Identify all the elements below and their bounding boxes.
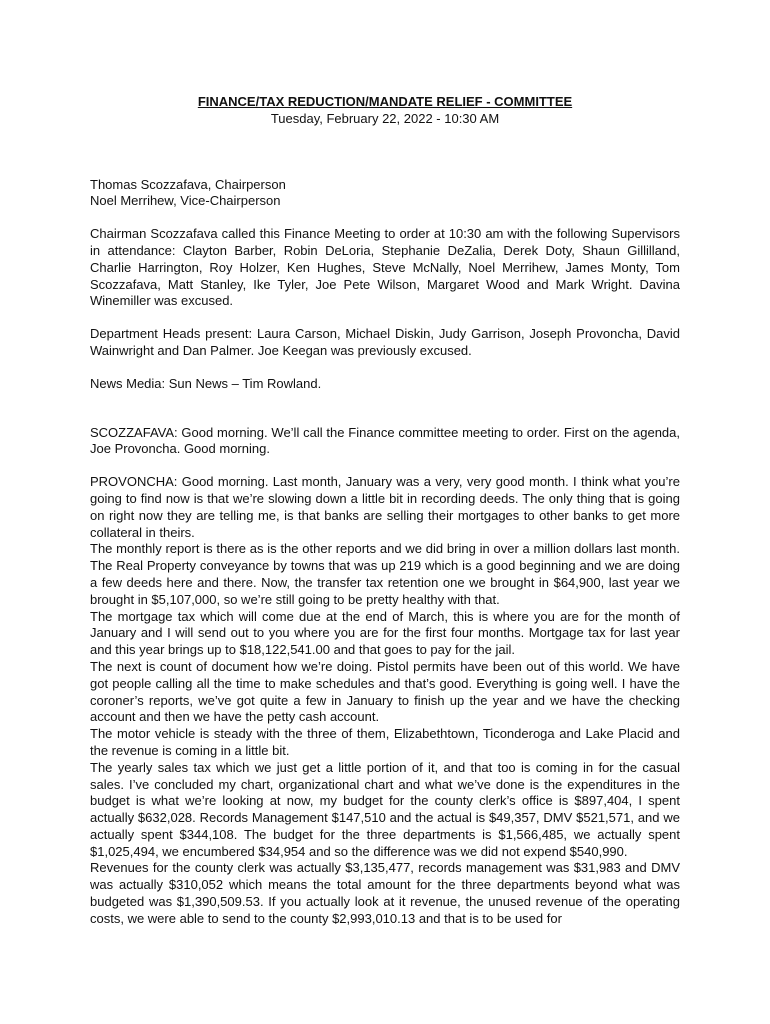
transcript-paragraph: The mortgage tax which will come due at the end of March, this is where you are for the month of January and I will send out to you where you are for the first four months. Mortgage tax for last year and this year brings up to $18,122,541.00 and that goes to pay for the jail. <box>90 608 680 658</box>
transcript-paragraph: The monthly report is there as is the other reports and we did bring in over a million dollars last month. The Real Property conveyance by towns that was up 219 which is a good beginning and we are doing a few deeds here and there. Now, the transfer tax retention one we brought in $64,900, last year we brought in $5,107,000, so we’re still going to be pretty healthy with that. <box>90 541 680 607</box>
transcript-paragraph: Revenues for the county clerk was actually $3,135,477, records management was $31,983 and DMV was actually $310,052 which means the total amount for the three departments beyond what was budgeted was $1,390,509.53. If you actually look at it revenue, the unused revenue of the operating costs, we were able to send to the county $2,993,010.13 and that is to be used for <box>90 860 680 926</box>
department-heads-paragraph: Department Heads present: Laura Carson, Michael Diskin, Judy Garrison, Joseph Provoncha, David Wainwright and Dan Palmer. Joe Keegan was previously excused. <box>90 326 680 358</box>
page-title: FINANCE/TAX REDUCTION/MANDATE RELIEF - COMMITTEE <box>197 94 573 109</box>
transcript-paragraph: PROVONCHA: Good morning. Last month, January was a very, very good month. I think what you’re going to find now is that we’re slowing down a little bit in recording deeds. The only thing that is going on right now they are telling me, is that banks are selling their mortgages to other banks to get more collateral in theirs. <box>90 474 680 540</box>
meeting-date: Tuesday, February 22, 2022 - 10:30 AM <box>270 110 500 126</box>
transcript-opening: SCOZZAFAVA: Good morning. We’ll call the Finance committee meeting to order. First on the agenda, Joe Provoncha. Good morning. <box>90 424 680 457</box>
officers-block <box>90 177 680 211</box>
document-body <box>90 94 680 928</box>
vice-chairperson: Noel Merrihew, Vice-Chairperson <box>90 193 281 209</box>
transcript-paragraph: The next is count of document how we’re doing. Pistol permits have been out of this world. We have got people calling all the time to make schedules and that’s good. Everything is going well. I have the coroner’s reports, we’ve got quite a few in January to finish up the year and we have the checking account and then we have the petty cash account. <box>90 658 680 725</box>
chairperson: Thomas Scozzafava, Chairperson <box>90 176 286 192</box>
news-media-paragraph: News Media: Sun News – Tim Rowland. <box>90 375 322 391</box>
attendance-paragraph: Chairman Scozzafava called this Finance Meeting to order at 10:30 am with the following Supervisors in attendance: Clayton Barber, Robin DeLoria, Stephanie DeZalia, Derek Doty, Shaun Gillilland, Charlie Harrington, Roy Holzer, Ken Hughes, Steve McNally, Noel Merrihew, James Monty, Tom Scozzafava, Matt Stanley, Ike Tyler, Joe Pete Wilson, Margaret Wood and Mark Wright. Davina Winemiller was excused. <box>90 226 680 309</box>
transcript-paragraph: The motor vehicle is steady with the three of them, Elizabethtown, Ticonderoga and Lake Placid and the revenue is coming in a little bit. <box>90 726 680 758</box>
transcript-paragraph: The yearly sales tax which we just get a little portion of it, and that too is coming in for the casual sales. I’ve concluded my chart, organizational chart and what we’ve done is the expenditures in the budget is what we’re looking at now, my budget for the county clerk’s office is $897,404, I spent actually $632,028. Records Management $147,510 and the actual is $49,357, DMV $521,571, and we actually spent $344,108. The budget for the three departments is $1,566,485, we actually spent $1,025,494, we encumbered $34,954 and so the difference was we did not expend $540,990. <box>90 759 680 859</box>
